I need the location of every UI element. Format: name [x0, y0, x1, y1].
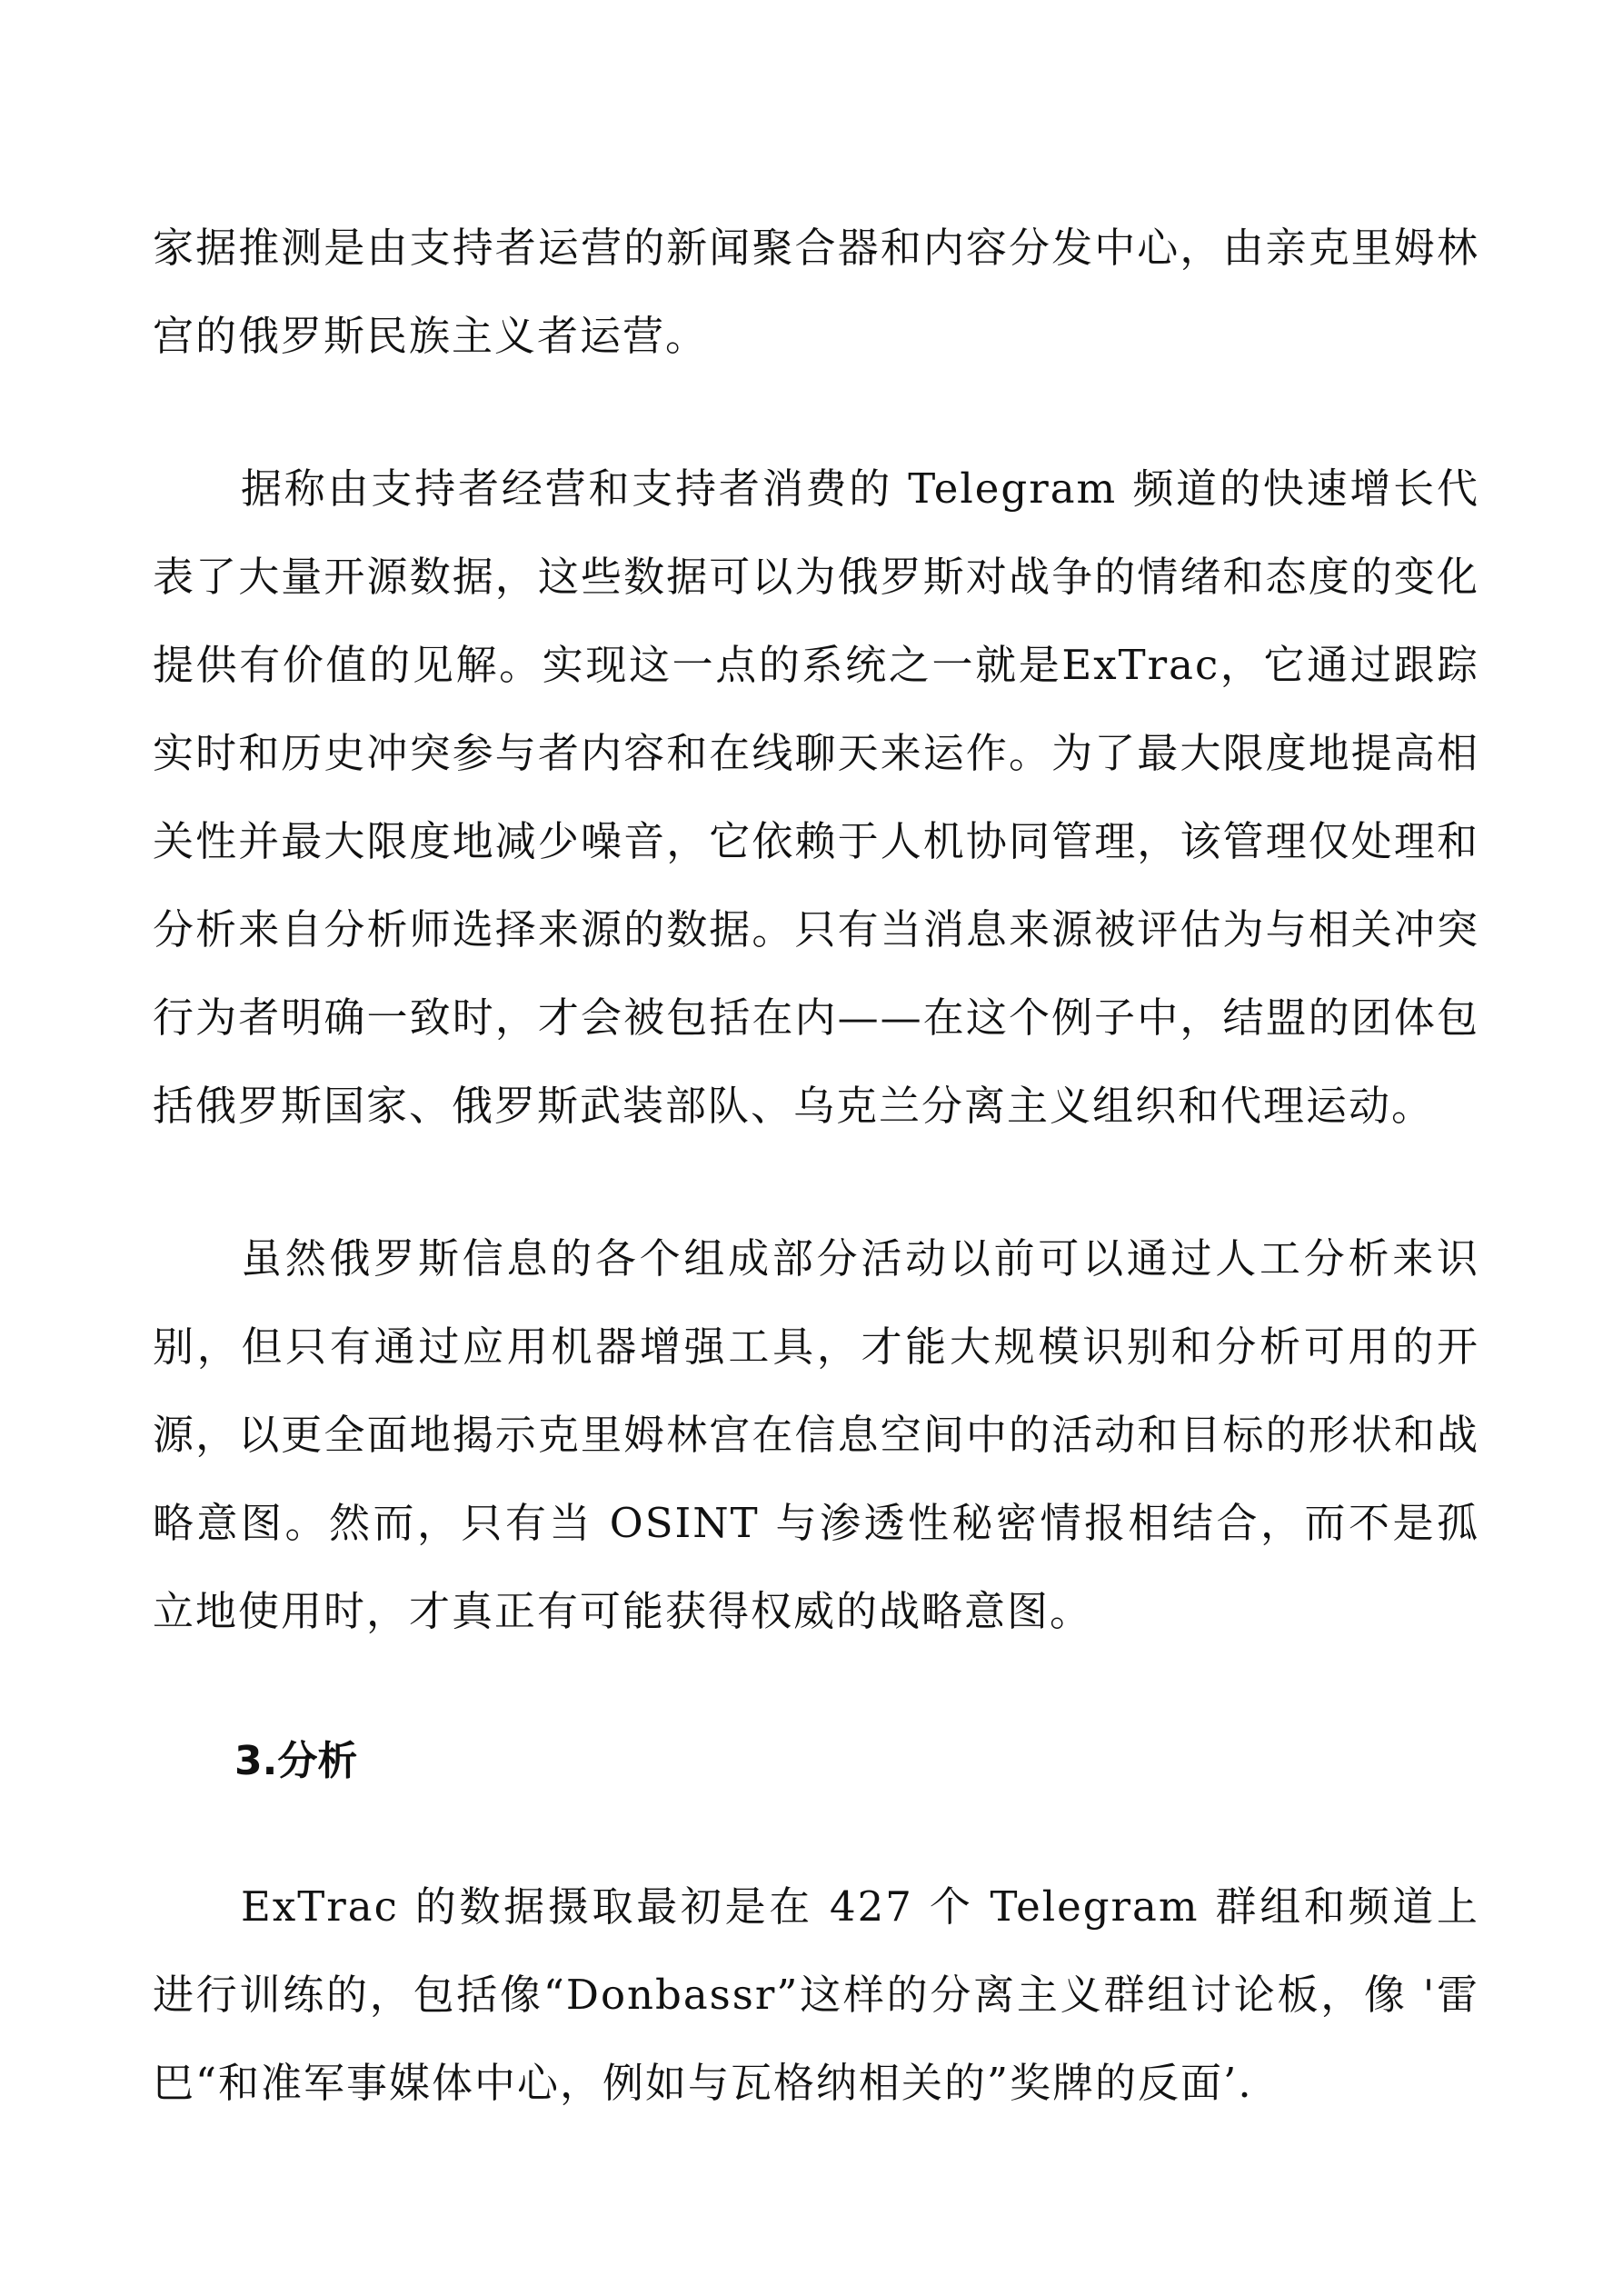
paragraph-telegram-growth: 据称由支持者经营和支持者消费的 Telegram 频道的快速增长代表了大量开源数据，这些数据可以为俄罗斯对战争的情绪和态度的变化提供有价值的见解。实现这一点的系统之一就是ExTrac，它通过跟踪实时和历史冲突参与者内容和在线聊天来运作。为了最大限度地提高相关性并最大限度地减少噪音，它依赖于人机协同管理，该管理仅处理和分析来自分析师选择来源的数据。只有当消息来源被评估为与相关冲突行为者明确一致时，才会被包括在内——在这个例子中，结盟的团体包括俄罗斯国家、俄罗斯武装部队、乌克兰分离主义组织和代理运动。 — [153, 464, 1479, 1130]
section-heading: 3.分析 — [234, 1738, 358, 1784]
paragraph-osint-analysis: 虽然俄罗斯信息的各个组成部分活动以前可以通过人工分析来识别，但只有通过应用机器增强工具，才能大规模识别和分析可用的开源，以更全面地揭示克里姆林宫在信息空间中的活动和目标的形状和战略意图。然而，只有当 OSINT 与渗透性秘密情报相结合，而不是孤立地使用时，才真正有可能获得权威的战略意图。 — [153, 1234, 1479, 1635]
document-page — [153, 204, 1479, 2127]
paragraph-extrac-ingestion: ExTrac 的数据摄取最初是在 427 个 Telegram 群组和频道上进行训练的，包括像“Donbassr”这样的分离主义群组讨论板，像 '雷巴“和准军事媒体中心，例如与瓦格纳相关的”奖牌的反面’. — [153, 1882, 1479, 2107]
paragraph-continuation: 家据推测是由支持者运营的新闻聚合器和内容分发中心，由亲克里姆林宫的俄罗斯民族主义者运营。 — [153, 224, 1479, 360]
